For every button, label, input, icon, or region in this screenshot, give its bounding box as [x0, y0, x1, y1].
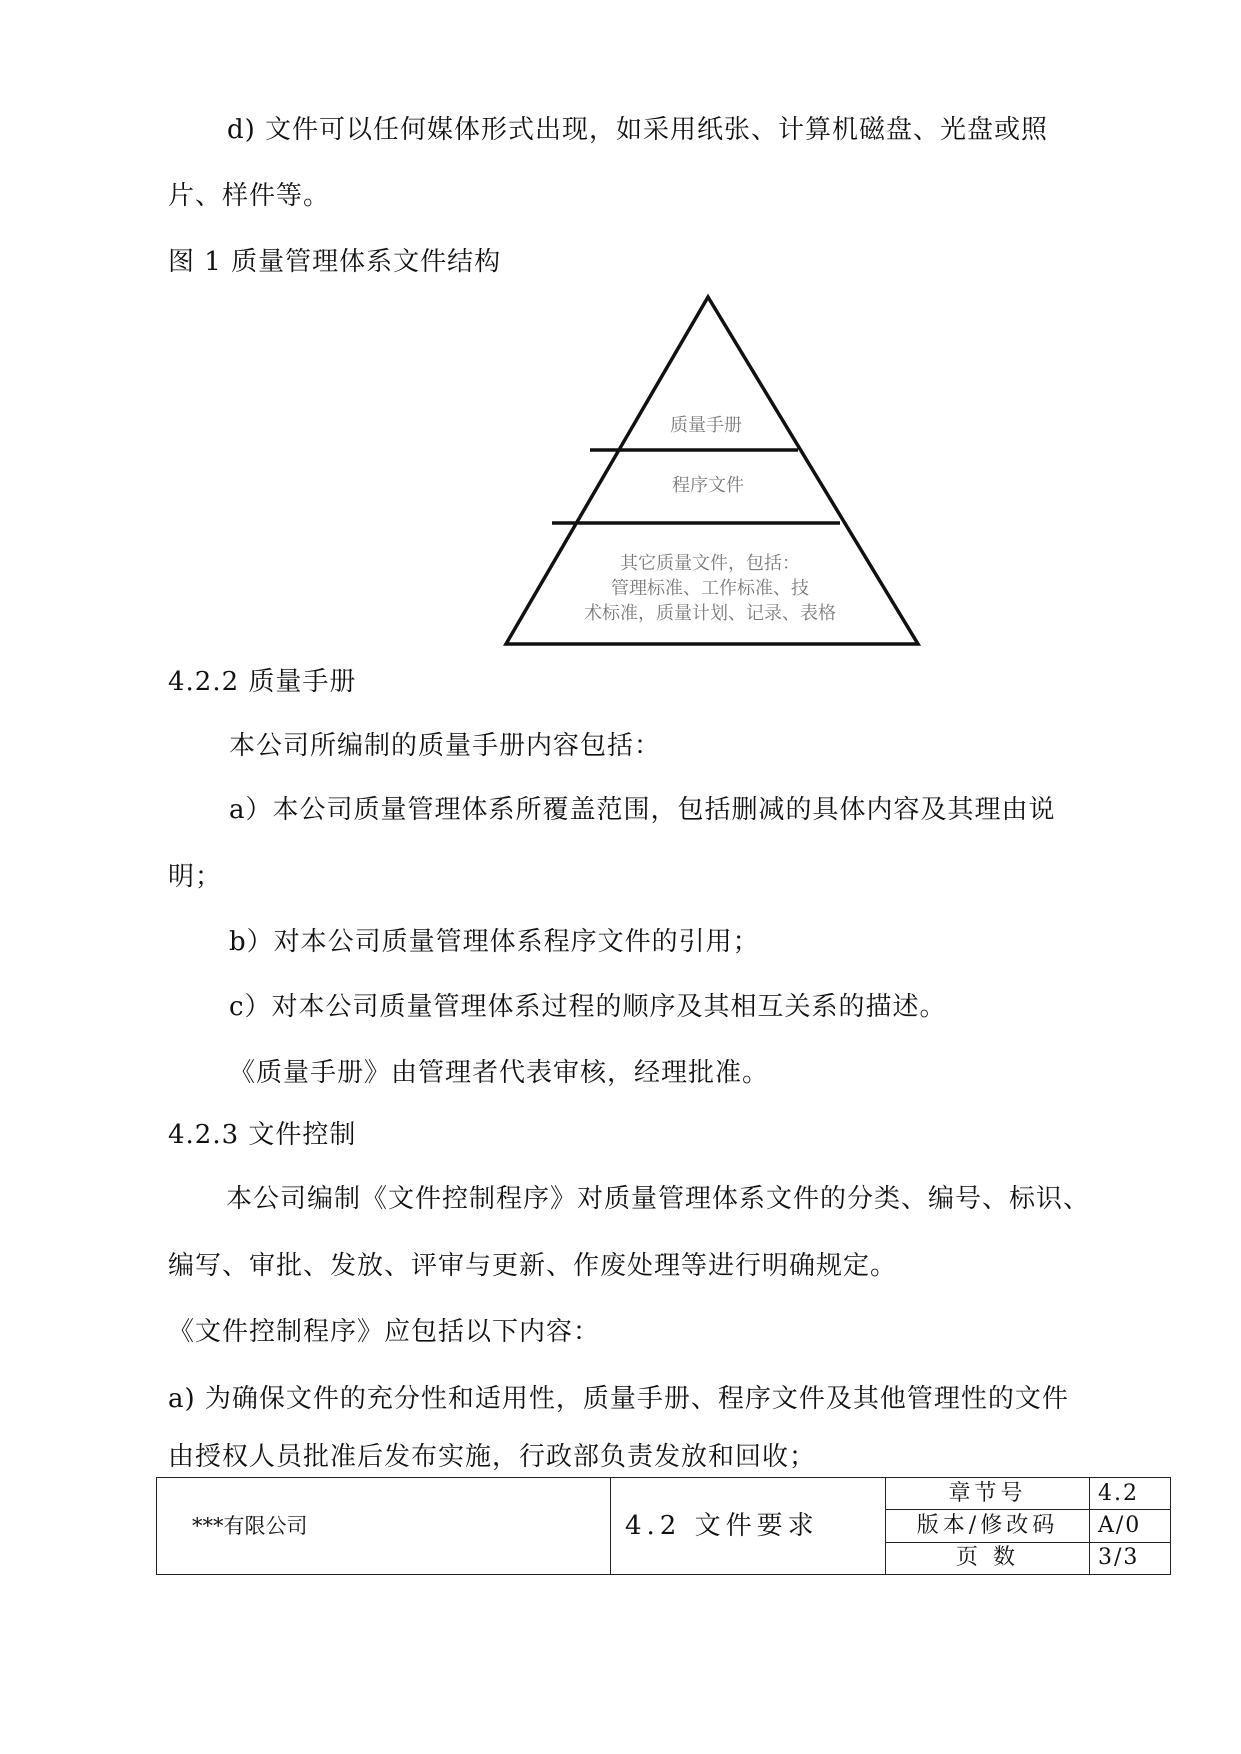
paragraph-manual-item-b: b）对本公司质量管理体系程序文件的引用；: [229, 927, 760, 957]
pyramid-tier-other-line3: 术标准，质量计划、记录、表格: [584, 603, 836, 624]
paragraph-media-forms: d) 文件可以任何媒体形式出现，如采用纸张、计算机磁盘、光盘或照: [227, 115, 1049, 145]
footer-label-version: 版本/修改码: [886, 1510, 1090, 1542]
footer-label-pages: 页 数: [886, 1542, 1090, 1574]
paragraph-control-intro: 本公司编制《文件控制程序》对质量管理体系文件的分类、编号、标识、: [226, 1184, 1091, 1214]
paragraph-control-item-a-cont: 由授权人员批准后发布实施，行政部负责发放和回收；: [168, 1442, 817, 1472]
pyramid-tier-procedures: 程序文件: [672, 475, 744, 496]
pyramid-tier-other-line1: 其它质量文件，包括：: [620, 553, 800, 574]
paragraph-media-forms-cont: 片、样件等。: [168, 181, 331, 211]
paragraph-manual-item-a: a）本公司质量管理体系所覆盖范围，包括删减的具体内容及其理由说: [229, 795, 1056, 825]
section-heading-4-2-2: 4.2.2 质量手册: [168, 667, 357, 697]
paragraph-control-contents: 《文件控制程序》应包括以下内容：: [168, 1317, 601, 1347]
pyramid-tier-quality-manual: 质量手册: [670, 415, 742, 436]
footer-value-version: A/0: [1090, 1510, 1171, 1542]
paragraph-manual-item-c: c）对本公司质量管理体系过程的顺序及其相互关系的描述。: [229, 992, 947, 1022]
footer-value-pages: 3/3: [1090, 1542, 1171, 1574]
footer-value-chapter: 4.2: [1090, 1478, 1171, 1510]
paragraph-manual-item-a-cont: 明；: [168, 862, 223, 892]
section-heading-4-2-3: 4.2.3 文件控制: [168, 1120, 357, 1150]
document-structure-pyramid: [498, 292, 926, 654]
figure-caption: 图 1 质量管理体系文件结构: [168, 247, 502, 277]
document-footer-table: [156, 1477, 1171, 1575]
footer-section-title: 4.2 文件要求: [611, 1478, 886, 1575]
footer-label-chapter: 章节号: [886, 1478, 1090, 1510]
paragraph-control-intro-cont: 编写、审批、发放、评审与更新、作废处理等进行明确规定。: [168, 1251, 898, 1281]
footer-company-name: ***有限公司: [157, 1478, 611, 1575]
pyramid-tier-other-line2: 管理标准、工作标准、技: [611, 578, 809, 599]
paragraph-control-item-a: a) 为确保文件的充分性和适用性，质量手册、程序文件及其他管理性的文件: [168, 1384, 1069, 1414]
paragraph-manual-approval: 《质量手册》由管理者代表审核，经理批准。: [229, 1058, 770, 1088]
paragraph-manual-intro: 本公司所编制的质量手册内容包括：: [229, 731, 662, 761]
